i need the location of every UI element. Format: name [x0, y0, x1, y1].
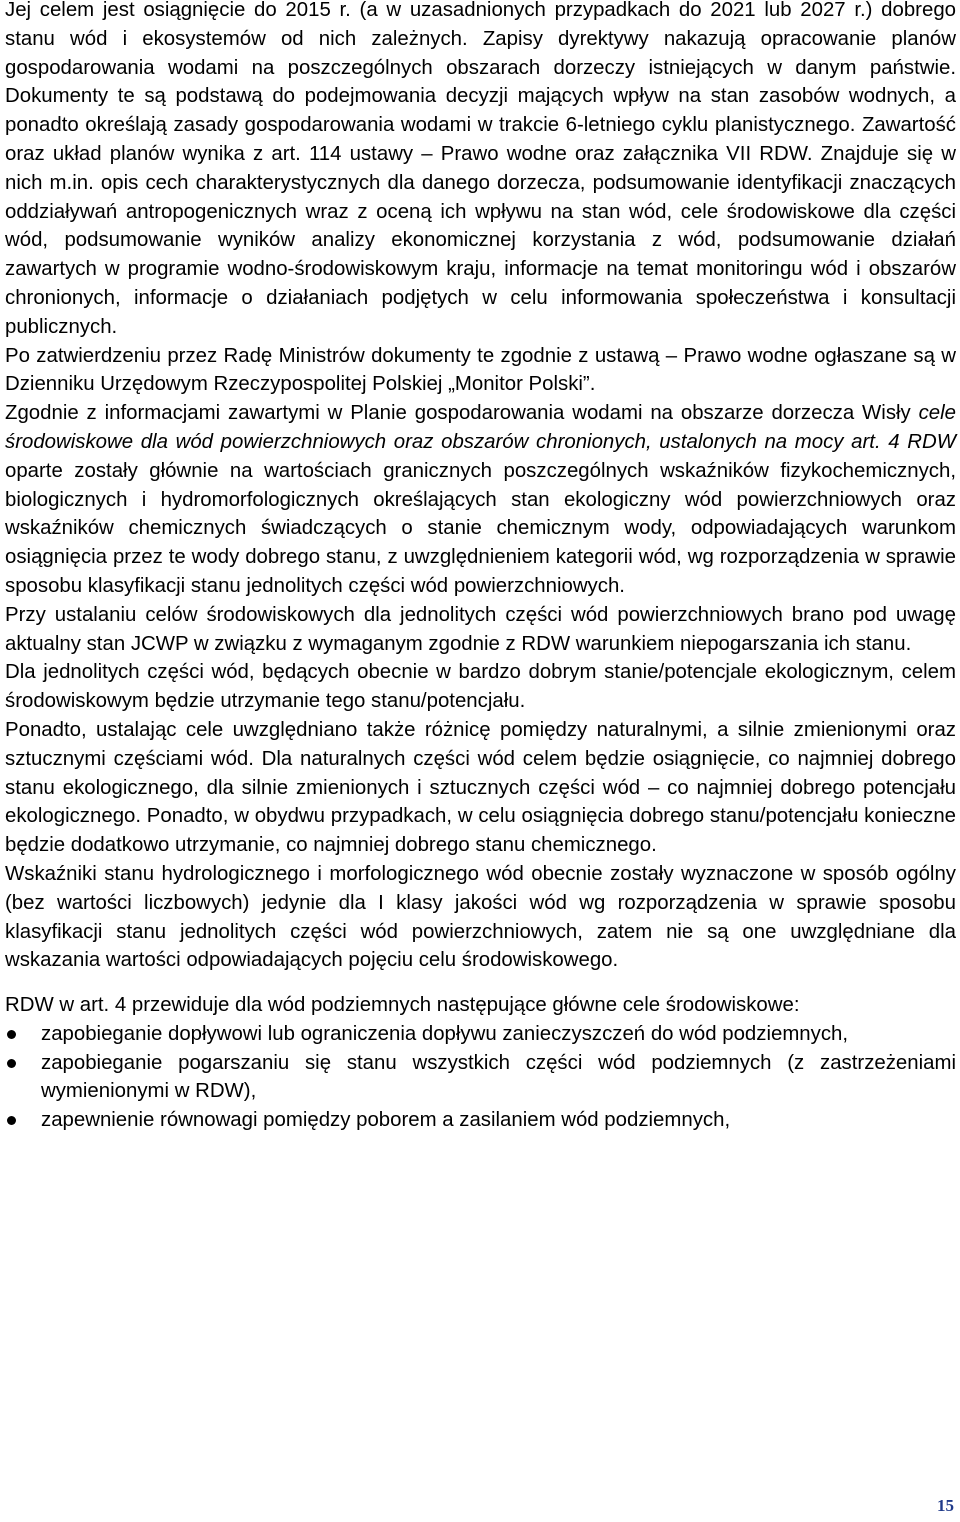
vistula-text-italic: cele środowiskowe dla wód powierzchniowych oraz obszarów chronionych, ustalonych na mocy art. 4 RDW [5, 402, 956, 453]
page-number: 15 [937, 1496, 954, 1515]
list-item: zapobieganie dopływowi lub ograniczenia dopływu zanieczyszczeń do wód podziemnych, [5, 1020, 956, 1049]
list-item: zapobieganie pogarszaniu się stanu wszystkich części wód podziemnych (z zastrzeżeniami wymienionymi w RDW), [5, 1049, 956, 1107]
vistula-text-after: oparte zostały głównie na wartościach granicznych poszczególnych wskaźników fizykochemicznych, biologicznych i hydromorfologicznych określających stan ekologiczny wód powierzchniowych oraz wskaźników chemicznych świadczących o stanie chemicznym wody, odpowiadających warunkom osiągnięcia przez te wody dobrego stanu, z uwzględnieniem kategorii wód, wg rozporządzenia w sprawie sposobu klasyfikacji stanu jednolitych części wód powierzchniowych. [5, 459, 956, 597]
paragraph-hydro-morpho: Wskaźniki stanu hydrologicznego i morfologicznego wód obecnie zostały wyznaczone w sposób ogólny (bez wartości liczbowych) jedynie dla I klasy jakości wód wg rozporządzenia w sprawie sposobu klasyfikacji stanu jednolitych części wód powierzchniowych, zatem nie są one uwzględniane dla wskazania wartości odpowiadających pojęciu celu środowiskowego. [5, 862, 956, 972]
paragraph-directive-goal: Jej celem jest osiągnięcie do 2015 r. (a w uzasadnionych przypadkach do 2021 lub 2027 r.) dobrego stanu wód i ekosystemów od nich zależnych. Zapisy dyrektywy nakazują opracowanie planów gospodarowania wodami na poszczególnych obszarach dorzeczy istniejących w danym państwie. Dokumenty te są podstawą do podejmowania decyzji mających wpływ na stan zasobów wodnych, a ponadto określają zasady gospodarowania wodami w trakcie 6-letniego cyklu planistycznego. Zawartość oraz układ planów wynika z art. 114 ustawy – Prawo wodne oraz załącznika VII RDW. Znajduje się w nich m.in. opis cech charakterystycznych dla danego dorzecza, podsumowanie identyfikacji znaczących oddziaływań antropogenicznych wraz z oceną ich wpływu na stan wód, cele środowiskowe dla części wód, podsumowanie wyników analizy ekonomicznej korzystania z wód, podsumowanie działań zawartych w programie wodno-środowiskowym kraju, informacje na temat monitoringu wód i obszarów chronionych, informacje o działaniach podjętych w celu informowania społeczeństwa i konsultacji publicznych. [5, 0, 956, 338]
list-item: zapewnienie równowagi pomiędzy poborem a zasilaniem wód podziemnych, [5, 1106, 956, 1135]
paragraph-approval: Po zatwierdzeniu przez Radę Ministrów dokumenty te zgodnie z ustawą – Prawo wodne ogłaszane są w Dzienniku Urzędowym Rzeczypospolitej Polskiej „Monitor Polski”. [5, 344, 956, 396]
document-page [5, 0, 956, 1135]
paragraph-groundwater-intro: RDW w art. 4 przewiduje dla wód podziemnych następujące główne cele środowiskowe: [5, 994, 800, 1017]
groundwater-goals-list [5, 1020, 956, 1135]
paragraph-jcwp-goals: Przy ustalaniu celów środowiskowych dla jednolitych części wód powierzchniowych brano pod uwagę aktualny stan JCWP w związku z wymaganym zgodnie z RDW warunkiem niepogarszania ich stanu. [5, 603, 956, 655]
vistula-text-before: Zgodnie z informacjami zawartymi w Planie gospodarowania wodami na obszarze dorzecza Wisły [5, 402, 919, 425]
paragraph-very-good-status: Dla jednolitych części wód, będących obecnie w bardzo dobrym stanie/potencjale ekologicznym, celem środowiskowym będzie utrzymanie tego stanu/potencjału. [5, 661, 956, 713]
paragraph-natural-modified: Ponadto, ustalając cele uwzględniano także różnicę pomiędzy naturalnymi, a silnie zmienionymi oraz sztucznymi częściami wód. Dla naturalnych części wód celem będzie osiągnięcie, co najmniej dobrego stanu ekologicznego, dla silnie zmienionych i sztucznych części wód – co najmniej dobrego potencjału ekologicznego. Ponadto, w obydwu przypadkach, w celu osiągnięcia dobrego stanu/potencjału konieczne będzie dodatkowo utrzymanie, co najmniej dobrego stanu chemicznego. [5, 718, 956, 857]
paragraph-vistula-plan [5, 399, 956, 601]
